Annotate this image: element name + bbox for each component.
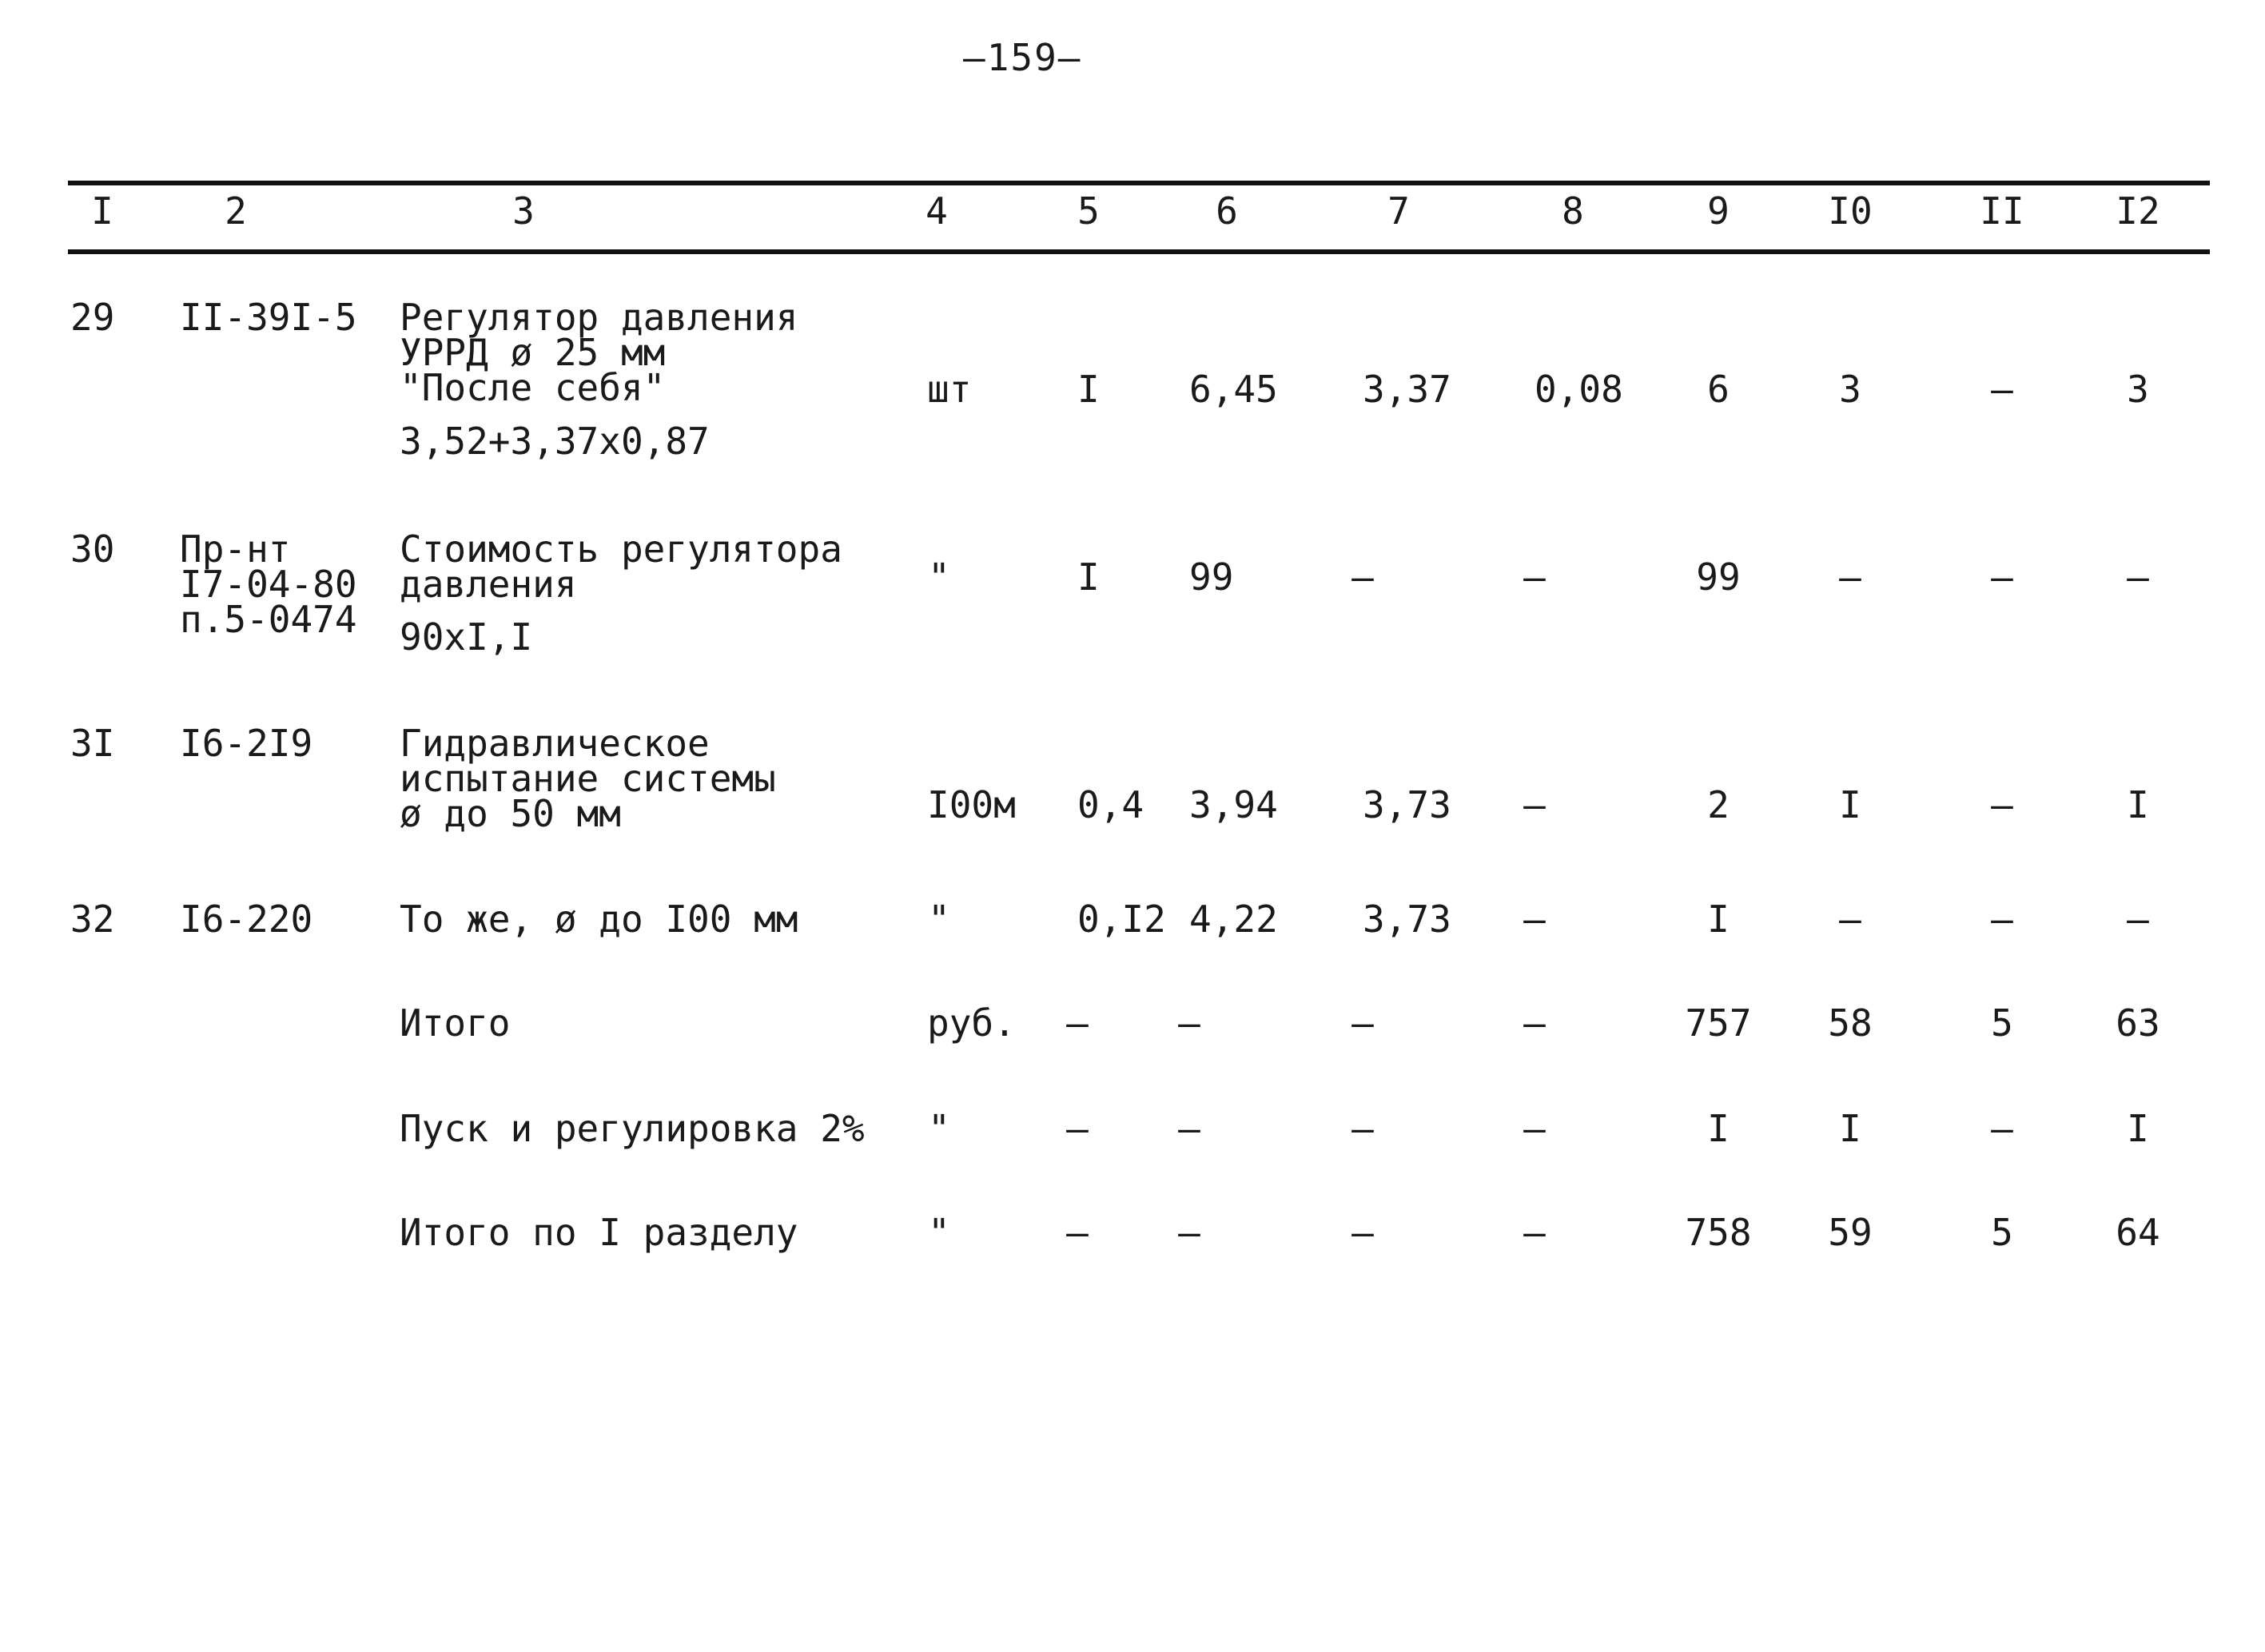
col7-cell: 3,73 [1363,783,1451,826]
quantity-cell: 0,4 [1077,783,1144,826]
col7-cell: – [1351,1107,1374,1150]
col6-cell: – [1178,1001,1200,1045]
column-header-11: II [1980,189,2024,233]
item-name: Пуск и регулировка 2% [400,1107,865,1150]
quantity-cell: I [1077,555,1100,599]
column-header-7: 7 [1387,189,1410,233]
col12-cell: 64 [2116,1211,2160,1254]
col9-cell: 99 [1696,555,1741,599]
quantity-cell: – [1066,1107,1089,1150]
item-name: Стоимость регулятора давления [400,527,842,606]
row-number: 3I [70,722,115,765]
column-header-4: 4 [926,189,948,233]
col9-cell: I [1707,1107,1730,1150]
column-header-3: 3 [512,189,535,233]
col7-cell: – [1351,555,1374,599]
col10-cell: 58 [1828,1001,1873,1045]
page-number: —159— [963,36,1082,79]
rate-code: II-39I-5 [180,296,357,339]
row-number: 30 [70,527,115,571]
column-header-9: 9 [1707,189,1730,233]
quantity-cell: – [1066,1211,1089,1254]
col6-cell: 6,45 [1189,368,1278,411]
col12-cell: 63 [2116,1001,2160,1045]
col8-cell: – [1523,1107,1546,1150]
row-number: 29 [70,296,115,339]
col11-cell: – [1991,783,2013,826]
column-header-1: I [91,189,113,233]
item-name: То же, ø до I00 мм [400,898,798,941]
col6-cell: – [1178,1107,1200,1150]
col8-cell: – [1523,555,1546,599]
unit-cell: руб. [927,1001,1016,1045]
col9-cell: I [1707,898,1730,941]
col6-cell: 99 [1189,555,1234,599]
col11-cell: – [1991,555,2013,599]
col10-cell: I [1839,1107,1861,1150]
calculation-formula: 90хI,I [400,615,533,659]
item-name: Гидравлическое испытание системы ø до 50 мм [400,722,776,835]
col8-cell: 0,08 [1535,368,1623,411]
unit-cell: " [928,898,950,941]
col9-cell: 2 [1707,783,1730,826]
col8-cell: – [1523,898,1546,941]
column-header-5: 5 [1077,189,1100,233]
col9-cell: 6 [1707,368,1730,411]
col11-cell: 5 [1991,1211,2013,1254]
col7-cell: 3,37 [1363,368,1451,411]
col11-cell: 5 [1991,1001,2013,1045]
rate-code: I6-2I9 [180,722,313,765]
col9-cell: 757 [1685,1001,1752,1045]
col12-cell: I [2127,783,2149,826]
unit-cell: I00м [927,783,1016,826]
col10-cell: I [1839,783,1861,826]
col6-cell: 4,22 [1189,898,1278,941]
col12-cell: – [2127,898,2149,941]
rate-code: I6-220 [180,898,313,941]
item-name: Итого [400,1001,511,1045]
table-header-rule [68,249,2210,254]
col10-cell: – [1839,555,1861,599]
col6-cell: – [1178,1211,1200,1254]
col8-cell: – [1523,1001,1546,1045]
col7-cell: 3,73 [1363,898,1451,941]
col7-cell: – [1351,1211,1374,1254]
item-name: Итого по I разделу [400,1211,798,1254]
item-name: Регулятор давления УРРД ø 25 мм "После себя" [400,296,798,409]
quantity-cell: I [1077,368,1100,411]
col7-cell: – [1351,1001,1374,1045]
column-header-6: 6 [1216,189,1238,233]
col9-cell: 758 [1685,1211,1752,1254]
quantity-cell: – [1066,1001,1089,1045]
column-header-8: 8 [1562,189,1584,233]
column-header-2: 2 [225,189,247,233]
col11-cell: – [1991,898,2013,941]
col10-cell: 59 [1828,1211,1873,1254]
col10-cell: – [1839,898,1861,941]
row-number: 32 [70,898,115,941]
col12-cell: I [2127,1107,2149,1150]
table-top-rule [68,181,2210,185]
col12-cell: – [2127,555,2149,599]
col10-cell: 3 [1839,368,1861,411]
col6-cell: 3,94 [1189,783,1278,826]
col8-cell: – [1523,783,1546,826]
column-header-12: I2 [2116,189,2160,233]
rate-code: Пр-нт I7-04-80 п.5-0474 [180,527,357,641]
quantity-cell: 0,I2 [1077,898,1166,941]
unit-cell: " [928,555,950,599]
col11-cell: – [1991,368,2013,411]
calculation-formula: 3,52+3,37х0,87 [400,420,710,463]
col8-cell: – [1523,1211,1546,1254]
unit-cell: шт [927,368,972,411]
unit-cell: " [928,1211,950,1254]
col11-cell: – [1991,1107,2013,1150]
col12-cell: 3 [2127,368,2149,411]
column-header-10: I0 [1828,189,1873,233]
unit-cell: " [928,1107,950,1150]
